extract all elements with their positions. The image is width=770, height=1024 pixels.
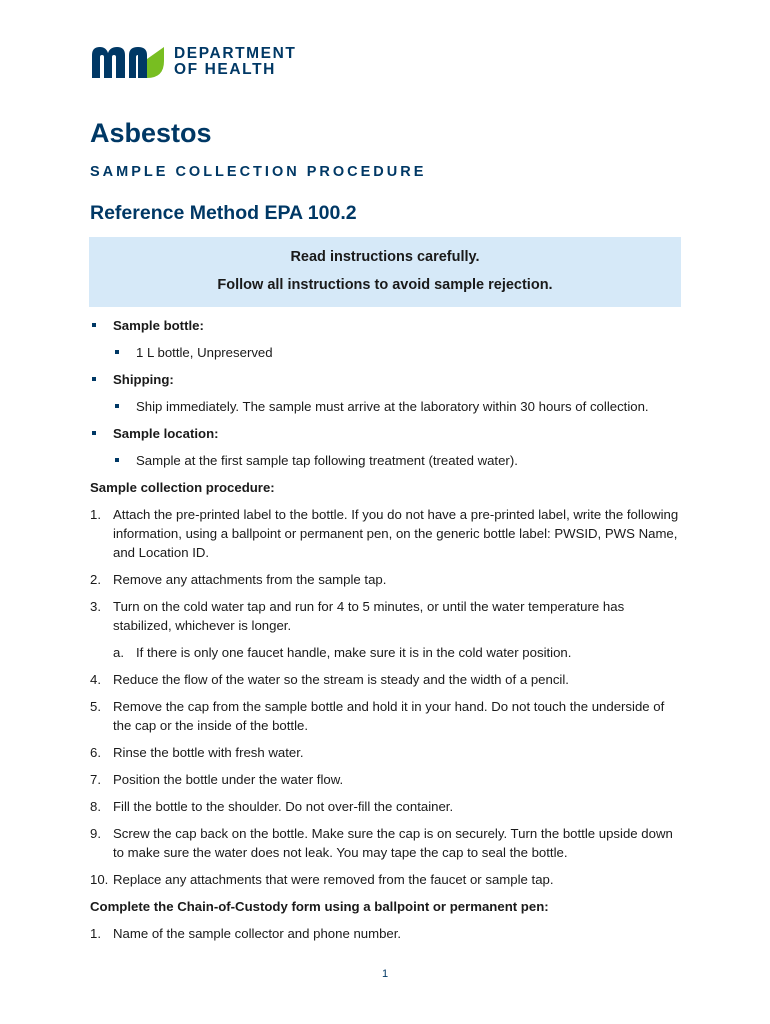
callout-line-1: Read instructions carefully.	[290, 249, 480, 265]
bullet-location-detail: Sample at the first sample tap following treatment (treated water).	[90, 451, 680, 470]
procedure-step: 4. Reduce the flow of the water so the stream is steady and the width of a pencil.	[90, 672, 569, 687]
procedure-step: 9. Screw the cap back on the bottle. Make sure the cap is on securely. Turn the bottle upside down to make sure the water does not leak. You may tape the cap to seal the bottle.	[90, 826, 673, 860]
square-bullet-icon	[115, 350, 119, 354]
document-title: Asbestos	[90, 118, 212, 148]
procedure-step: 6. Rinse the bottle with fresh water.	[90, 745, 304, 760]
instructions-callout	[89, 237, 681, 307]
square-bullet-icon	[92, 431, 96, 435]
page-number: 1	[381, 968, 389, 980]
procedure-step: 5. Remove the cap from the sample bottle and hold it in your hand. Do not touch the underside of the cap or the inside of the bottle.	[90, 699, 665, 733]
procedure-step: 8. Fill the bottle to the shoulder. Do not over-fill the container.	[90, 799, 454, 814]
logo-wordmark	[174, 46, 297, 78]
custody-step: 1. Name of the sample collector and phone number.	[90, 926, 402, 941]
bullet-shipping: Shipping:	[90, 370, 680, 389]
minnesota-mn-logo-icon	[90, 45, 166, 79]
method-heading: Reference Method EPA 100.2	[90, 202, 357, 224]
square-bullet-icon	[92, 323, 96, 327]
bullet-shipping-detail: Ship immediately. The sample must arrive at the laboratory within 30 hours of collection.	[90, 397, 680, 416]
custody-heading: Complete the Chain-of-Custody form using a ballpoint or permanent pen:	[90, 899, 549, 914]
mdh-logo	[90, 44, 297, 80]
logo-line-1: DEPARTMENT	[174, 45, 297, 62]
logo-line-2: OF HEALTH	[174, 61, 276, 78]
callout-line-2: Follow all instructions to avoid sample rejection.	[217, 277, 553, 293]
square-bullet-icon	[115, 458, 119, 462]
procedure-step: 7. Position the bottle under the water flow.	[90, 772, 344, 787]
bullet-bottle-detail: 1 L bottle, Unpreserved	[90, 343, 680, 362]
document-subtitle: SAMPLE COLLECTION PROCEDURE	[90, 164, 427, 180]
square-bullet-icon	[115, 404, 119, 408]
procedure-heading: Sample collection procedure:	[90, 480, 275, 495]
bullet-sample-location: Sample location:	[90, 424, 680, 443]
procedure-step: 3. Turn on the cold water tap and run for 4 to 5 minutes, or until the water temperature has stabilized, whichever is longer.	[90, 599, 625, 633]
procedure-step: 2. Remove any attachments from the sample tap.	[90, 572, 387, 587]
procedure-step: 1. Attach the pre-printed label to the bottle. If you do not have a pre-printed label, write the following information, using a ballpoint or permanent pen, on the generic bottle label: PWSID, PWS Name, and Location ID.	[90, 507, 679, 560]
procedure-step: 10. Replace any attachments that were removed from the faucet or sample tap.	[90, 872, 554, 887]
square-bullet-icon	[92, 377, 96, 381]
procedure-substep: a. If there is only one faucet handle, make sure it is in the cold water position.	[113, 645, 572, 660]
document-body	[90, 316, 680, 951]
bullet-sample-bottle: Sample bottle:	[90, 316, 680, 335]
